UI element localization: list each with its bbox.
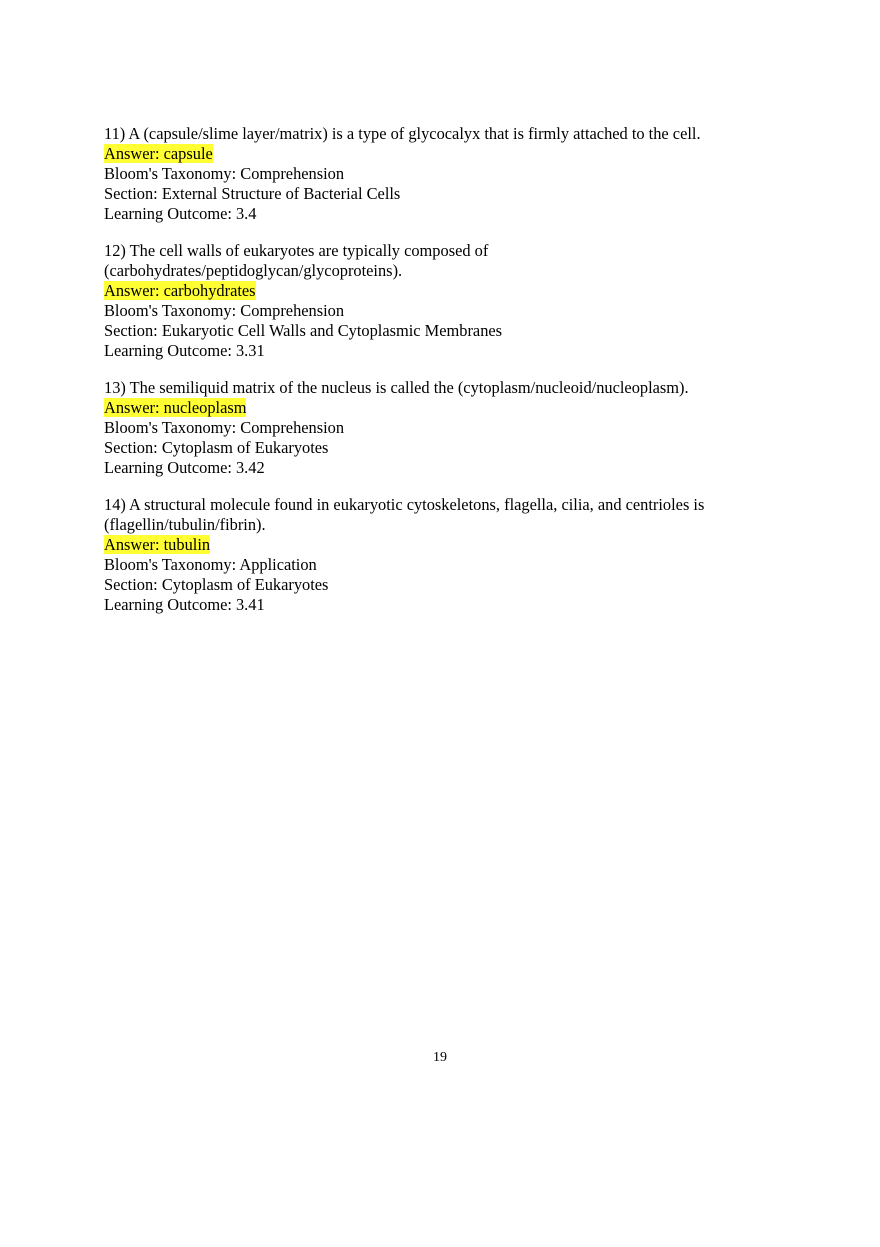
- taxonomy-line: Bloom's Taxonomy: Application: [104, 555, 317, 574]
- question-prompt: 11) A (capsule/slime layer/matrix) is a type of glycocalyx that is firmly attached to the cell.: [104, 124, 701, 143]
- outcome-line: Learning Outcome: 3.41: [104, 595, 265, 614]
- taxonomy-line: Bloom's Taxonomy: Comprehension: [104, 164, 345, 183]
- answer-highlight: Answer: carbohydrates: [104, 281, 256, 300]
- section-line: Section: Eukaryotic Cell Walls and Cytoplasmic Membranes: [104, 321, 503, 340]
- answer-highlight: Answer: capsule: [104, 144, 213, 163]
- page-number: 19: [433, 1050, 447, 1065]
- section-line: Section: Cytoplasm of Eukaryotes: [104, 438, 329, 457]
- question-prompt: 12) The cell walls of eukaryotes are typically composed of: [104, 241, 489, 260]
- taxonomy-line: Bloom's Taxonomy: Comprehension: [104, 418, 345, 437]
- question-prompt-continued: (flagellin/tubulin/fibrin).: [104, 515, 266, 534]
- question-11: [104, 124, 764, 224]
- question-prompt-continued: (carbohydrates/peptidoglycan/glycoproteins).: [104, 261, 403, 280]
- question-12: [104, 241, 764, 361]
- section-line: Section: External Structure of Bacterial Cells: [104, 184, 401, 203]
- question-13: [104, 378, 764, 478]
- taxonomy-line: Bloom's Taxonomy: Comprehension: [104, 301, 345, 320]
- question-list: [104, 124, 764, 632]
- answer-highlight: Answer: tubulin: [104, 535, 211, 554]
- question-prompt: 13) The semiliquid matrix of the nucleus is called the (cytoplasm/nucleoid/nucleoplasm).: [104, 378, 689, 397]
- answer-highlight: Answer: nucleoplasm: [104, 398, 247, 417]
- outcome-line: Learning Outcome: 3.42: [104, 458, 265, 477]
- question-prompt: 14) A structural molecule found in eukaryotic cytoskeletons, flagella, cilia, and centrioles is: [104, 495, 705, 514]
- answer-line: [104, 144, 764, 164]
- outcome-line: Learning Outcome: 3.31: [104, 341, 265, 360]
- question-14: [104, 495, 764, 615]
- section-line: Section: Cytoplasm of Eukaryotes: [104, 575, 329, 594]
- answer-line: [104, 281, 764, 301]
- answer-line: [104, 398, 764, 418]
- answer-line: [104, 535, 764, 555]
- outcome-line: Learning Outcome: 3.4: [104, 204, 257, 223]
